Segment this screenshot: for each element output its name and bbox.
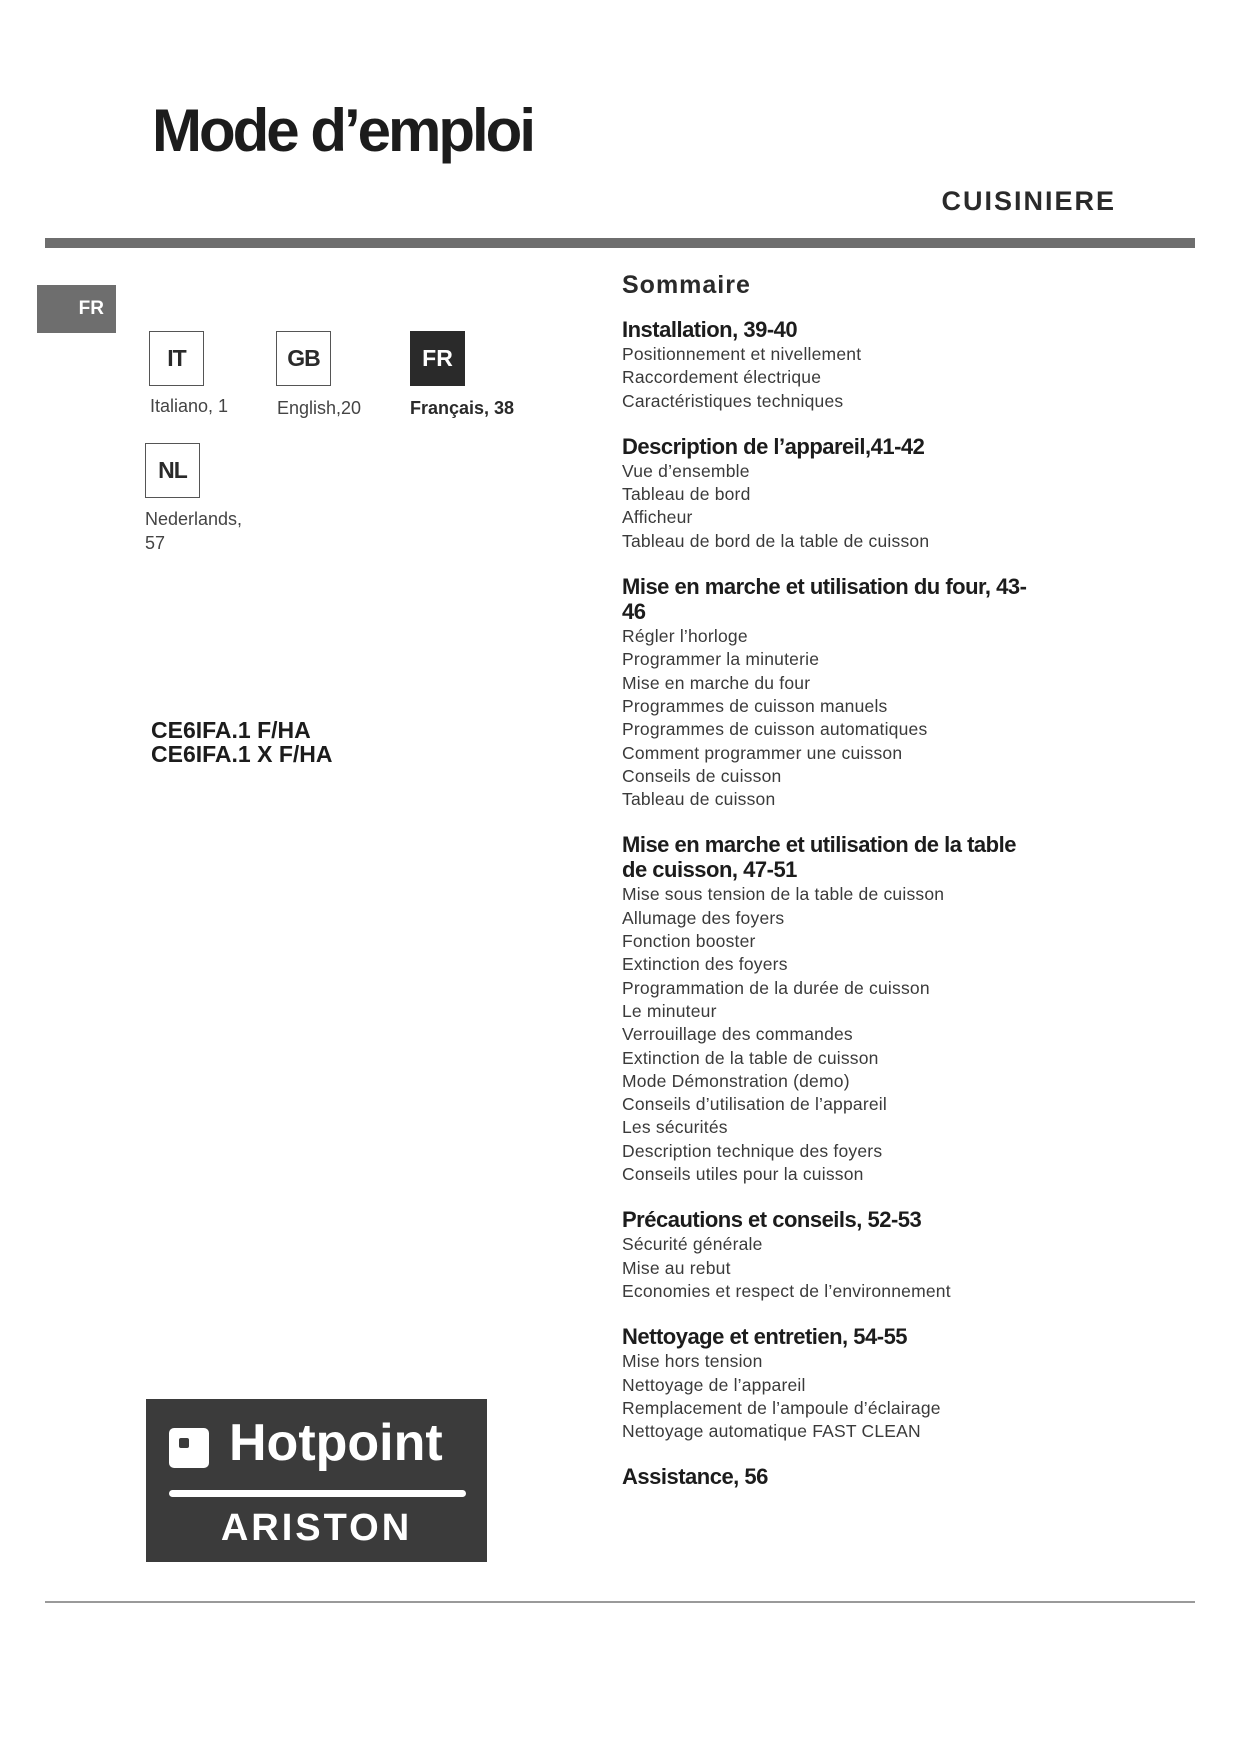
lang-label-nl: Nederlands, 57 [145,509,243,553]
list-item: Tableau de bord de la table de cuisson [622,530,930,551]
lang-badge-fr: FR [410,331,465,386]
section-heading: Installation, 39-40 [622,317,798,342]
hotpoint-ariston-logo [146,1399,487,1562]
list-item: Economies et respect de l’environnement [622,1280,951,1301]
list-item: Le minuteur [622,1000,717,1021]
section-heading: Nettoyage et entretien, 54-55 [622,1324,908,1350]
list-item: Programmes de cuisson manuels [622,695,888,716]
list-item: Vue d’ensemble [622,460,750,481]
lang-badge-gb: GB [276,331,331,386]
list-item: Mode Démonstration (demo) [622,1070,850,1091]
toc-section-description [622,435,1092,553]
list-item: Description technique des foyers [622,1140,883,1161]
list-item: Verrouillage des commandes [622,1024,853,1045]
section-heading: Précautions et conseils, 52-53 [622,1207,922,1233]
list-item: Programmes de cuisson automatiques [622,719,928,740]
lang-badge-it: IT [149,331,204,386]
list-item: Caractéristiques techniques [622,390,844,411]
page-title: Mode d’emploi [152,97,533,164]
list-item: Mise sous tension de la table de cuisson [622,884,945,905]
footer-divider [45,1601,1195,1603]
list-item: Allumage des foyers [622,907,785,928]
toc-section-installation [622,318,1092,413]
table-of-contents [622,271,1092,1510]
product-type: CUISINIERE [941,186,1116,216]
list-item: Extinction de la table de cuisson [622,1047,879,1068]
list-item: Comment programmer une cuisson [622,742,903,763]
logo-mark-icon [169,1428,209,1468]
lang-label-fr: Français, 38 [410,398,515,418]
list-item: Extinction des foyers [622,954,788,975]
list-item: Programmer la minuterie [622,649,820,670]
section-heading: 46 [622,599,646,625]
logo-divider [169,1490,466,1497]
section-heading: Mise en marche et utilisation de la table [622,832,1016,858]
list-item: Fonction booster [622,931,756,952]
model-number: CE6IFA.1 X F/HA [151,741,333,767]
list-item: Remplacement de l’ampoule d’éclairage [622,1397,941,1418]
toc-section-hob [622,833,1092,1186]
list-item: Tableau de cuisson [622,789,776,810]
list-item: Mise au rebut [622,1257,731,1278]
list-item: Raccordement électrique [622,367,822,388]
header-divider [45,238,1195,248]
lang-badge-nl: NL [145,443,200,498]
list-item: Les sécurités [622,1117,728,1138]
lang-label-gb: English,20 [277,398,362,418]
section-heading: Mise en marche et utilisation du four, 43- [622,574,1027,600]
list-item: Régler l’horloge [622,626,748,647]
list-item: Mise hors tension [622,1351,763,1372]
list-item: Afficheur [622,507,693,528]
list-item: Nettoyage de l’appareil [622,1374,806,1395]
list-item: Sécurité générale [622,1234,763,1255]
logo-brand-bottom: ARISTON [220,1507,413,1549]
toc-section-cleaning [622,1325,1092,1443]
list-item: Mise en marche du four [622,672,811,693]
list-item: Tableau de bord [622,484,751,505]
list-item: Conseils d’utilisation de l’appareil [622,1094,887,1115]
lang-label-it: Italiano, 1 [150,396,229,416]
list-item: Positionnement et nivellement [622,344,862,364]
logo-brand-top: Hotpoint [229,1414,443,1472]
toc-section-precautions [622,1208,1092,1303]
section-heading: Description de l’appareil,41-42 [622,433,925,459]
model-numbers [151,718,332,766]
section-heading: Assistance, 56 [622,1464,768,1490]
list-item: Nettoyage automatique FAST CLEAN [622,1421,921,1442]
list-item: Programmation de la durée de cuisson [622,977,930,998]
list-item: Conseils de cuisson [622,765,782,786]
toc-section-oven [622,575,1092,811]
model-number: CE6IFA.1 F/HA [151,717,311,743]
toc-section-assistance [622,1465,1092,1488]
list-item: Conseils utiles pour la cuisson [622,1164,864,1185]
language-tab-fr: FR [37,285,116,333]
section-heading: de cuisson, 47-51 [622,857,797,883]
toc-title: Sommaire [622,271,751,299]
